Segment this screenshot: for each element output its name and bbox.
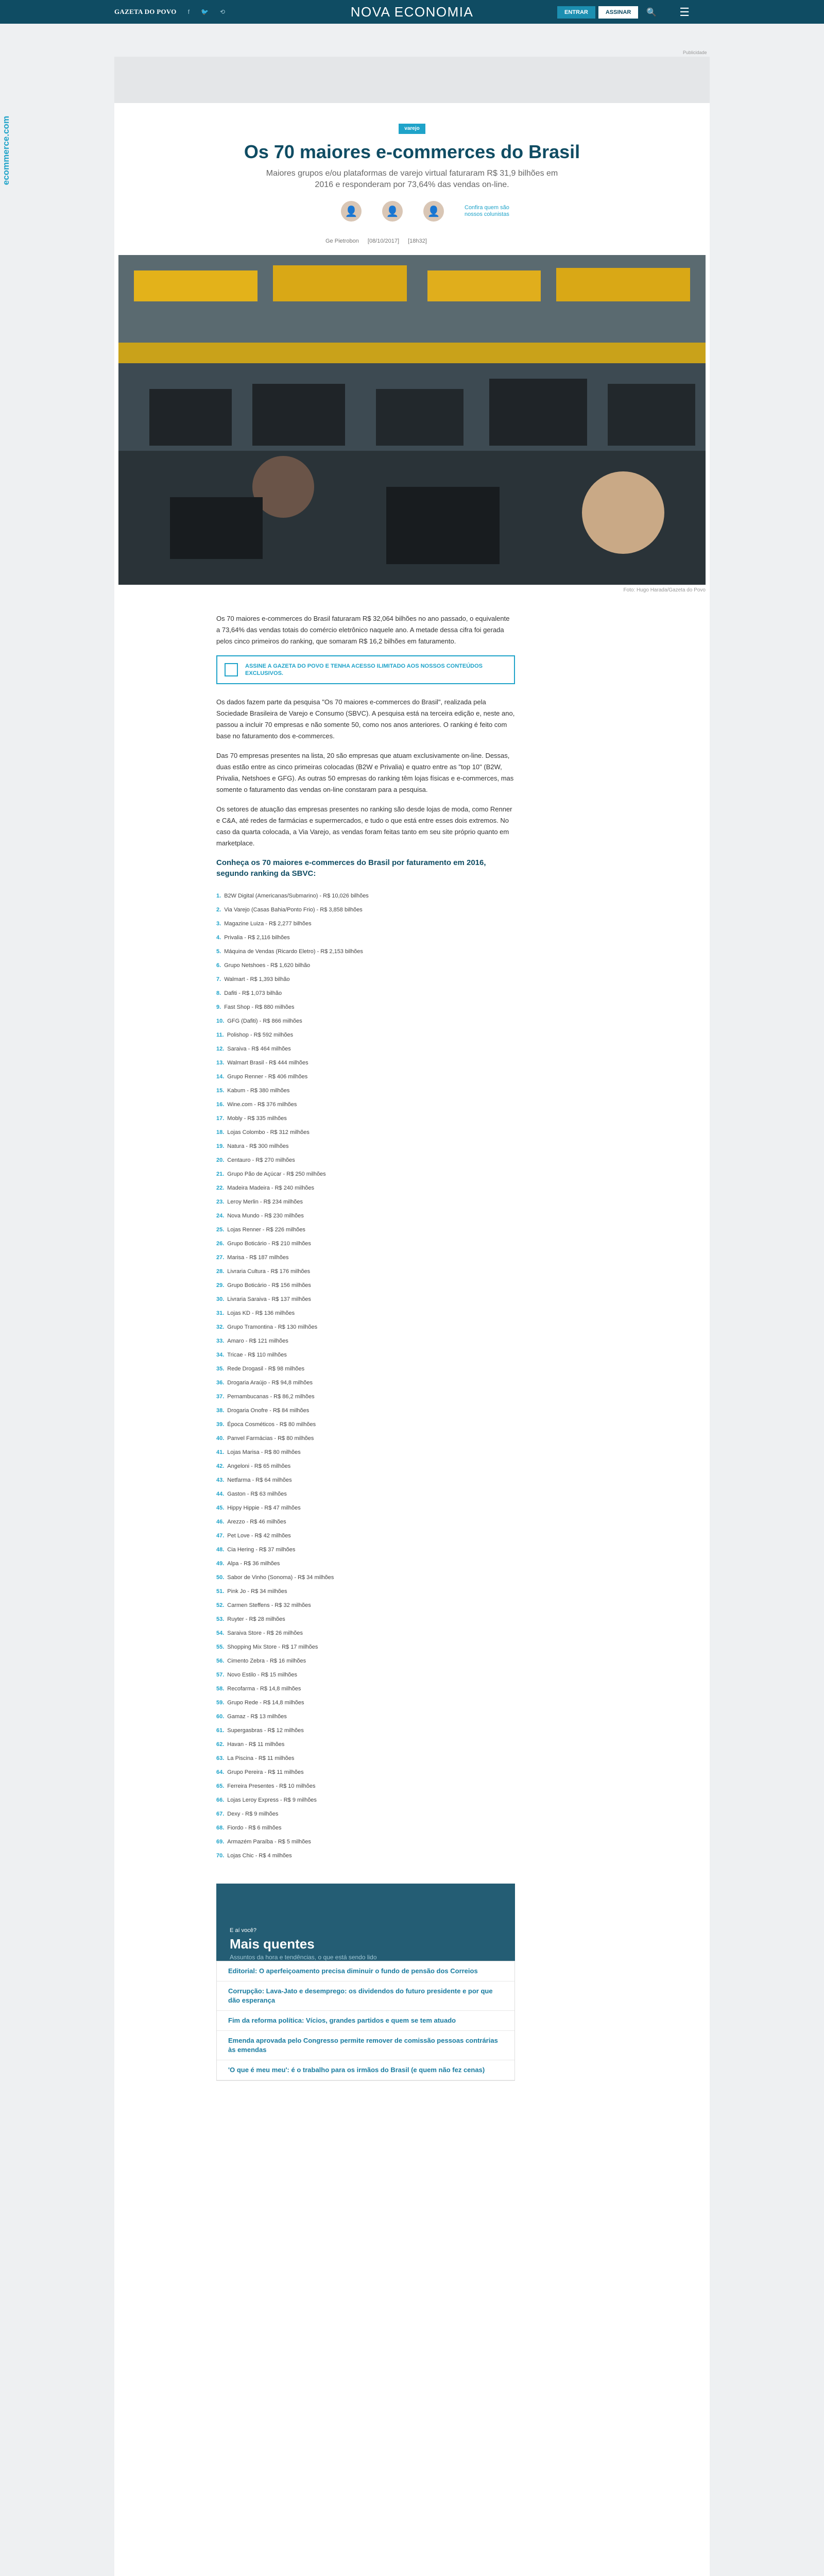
rank-text: Pet Love - R$ 42 milhões <box>227 1533 291 1539</box>
ranking-item <box>216 1738 515 1752</box>
rank-text: Wine.com - R$ 376 milhões <box>227 1101 297 1108</box>
rank-text: Havan - R$ 11 milhões <box>227 1741 285 1748</box>
rank-number: 65. <box>216 1783 225 1789</box>
rank-number: 30. <box>216 1296 225 1302</box>
rank-text: Cimento Zebra - R$ 16 milhões <box>227 1658 306 1664</box>
rank-number: 7. <box>216 976 221 982</box>
ranking-item <box>216 1585 515 1599</box>
ranking-item <box>216 1640 515 1654</box>
rank-text: Armazém Paraíba - R$ 5 milhões <box>227 1839 311 1845</box>
rank-text: Lojas Colombo - R$ 312 milhões <box>227 1129 310 1136</box>
photo-caption: Foto: Hugo Harada/Gazeta do Povo <box>623 587 706 593</box>
share-icon[interactable]: ⟲ <box>220 8 226 15</box>
rank-text: Tricae - R$ 110 milhões <box>227 1352 287 1358</box>
ranking-item <box>216 1140 515 1154</box>
hot-subtitle: Assuntos da hora e tendências, o que está sendo lido <box>230 1954 377 1961</box>
ranking-item <box>216 1348 515 1362</box>
rank-number: 42. <box>216 1463 225 1469</box>
article-title: Os 70 maiores e-commerces do Brasil <box>244 141 580 162</box>
rank-text: Drogaria Araújo - R$ 94,8 milhões <box>227 1380 313 1386</box>
rank-number: 63. <box>216 1755 225 1761</box>
ranking-item <box>216 945 515 959</box>
rank-number: 38. <box>216 1408 225 1414</box>
rank-number: 25. <box>216 1227 225 1233</box>
ranking-item <box>216 1654 515 1668</box>
authors-row <box>341 201 511 222</box>
ranking-item <box>216 1849 515 1863</box>
ranking-heading: Conheça os 70 maiores e-commerces do Brasil por faturamento em 2016, segundo ranking da SBVC: <box>216 858 486 878</box>
rank-text: Grupo Pão de Açúcar - R$ 250 milhões <box>227 1171 326 1177</box>
ranking-item <box>216 1710 515 1724</box>
rank-number: 36. <box>216 1380 225 1386</box>
subscribe-button[interactable]: ASSINAR <box>598 6 639 19</box>
newspaper-icon <box>225 663 238 676</box>
rank-number: 34. <box>216 1352 225 1358</box>
rank-number: 53. <box>216 1616 225 1622</box>
ad-label: Publicidade <box>683 50 707 55</box>
ranking-item <box>216 1780 515 1793</box>
rank-number: 24. <box>216 1213 225 1219</box>
rank-number: 19. <box>216 1143 225 1149</box>
ranking-item <box>216 1404 515 1418</box>
rank-number: 47. <box>216 1533 225 1539</box>
rank-text: Dafiti - R$ 1,073 bilhão <box>224 990 282 996</box>
ranking-item <box>216 1154 515 1167</box>
rank-text: Supergasbras - R$ 12 milhões <box>227 1727 304 1734</box>
ranking-item <box>216 1307 515 1320</box>
rank-text: Shopping Mix Store - R$ 17 milhões <box>227 1644 318 1650</box>
paragraph-1: Os 70 maiores e-commerces do Brasil faturaram R$ 32,064 bilhões no ano passado, o equivalente a 73,64% das vendas totais do comércio eletrônico naquele ano. A metade dessa cifra foi gerada pelos cinco primeiros do ranking, que somaram R$ 16,2 bilhões em faturamento. <box>216 615 510 645</box>
rank-number: 35. <box>216 1366 225 1372</box>
ranking-item <box>216 1460 515 1473</box>
rank-number: 39. <box>216 1421 225 1428</box>
ranking-item <box>216 1487 515 1501</box>
ranking-item <box>216 1599 515 1613</box>
rank-text: Grupo Renner - R$ 406 milhões <box>227 1074 308 1080</box>
rank-number: 16. <box>216 1101 225 1108</box>
byline <box>325 238 434 244</box>
rank-number: 56. <box>216 1658 225 1664</box>
rank-text: Livraria Saraiva - R$ 137 milhões <box>227 1296 311 1302</box>
byline-author[interactable]: Ge Pietrobon <box>325 238 359 244</box>
rank-text: Grupo Boticário - R$ 210 milhões <box>227 1241 311 1247</box>
ranking-item <box>216 1682 515 1696</box>
ranking-item <box>216 973 515 987</box>
top-ad-banner[interactable] <box>114 57 710 103</box>
ranking-item <box>216 1293 515 1307</box>
login-button[interactable]: ENTRAR <box>557 6 595 19</box>
ranking-item <box>216 1098 515 1112</box>
side-brand-label[interactable]: ecommerce.com <box>1 116 11 185</box>
rank-text: Netfarma - R$ 64 milhões <box>227 1477 292 1483</box>
hot-topics-banner[interactable] <box>216 1884 515 1961</box>
rank-text: Privalia - R$ 2,116 bilhões <box>224 935 290 941</box>
rank-number: 60. <box>216 1714 225 1720</box>
ranking-item <box>216 1362 515 1376</box>
hot-topic-item[interactable]: 'O que é meu meu': é o trabalho para os irmãos do Brasil (e quem não fez cenas) <box>217 2060 514 2080</box>
rank-text: Drogaria Onofre - R$ 84 milhões <box>227 1408 310 1414</box>
byline-time: [18h32] <box>408 238 427 244</box>
rank-number: 20. <box>216 1157 225 1163</box>
ranking-item <box>216 1696 515 1710</box>
rank-text: Amaro - R$ 121 milhões <box>227 1338 288 1344</box>
rank-number: 62. <box>216 1741 225 1748</box>
hot-title: Mais quentes <box>230 1936 315 1952</box>
rank-number: 40. <box>216 1435 225 1442</box>
rank-number: 12. <box>216 1046 225 1052</box>
rank-number: 64. <box>216 1769 225 1775</box>
rank-text: Grupo Netshoes - R$ 1,620 bilhão <box>224 962 311 969</box>
rank-text: Máquina de Vendas (Ricardo Eletro) - R$ 2,153 bilhões <box>224 948 363 955</box>
subscribe-promo[interactable] <box>216 655 515 684</box>
ranking-item <box>216 1501 515 1515</box>
ranking-item <box>216 1807 515 1821</box>
rank-number: 13. <box>216 1060 225 1066</box>
ranking-item <box>216 987 515 1001</box>
ranking-item <box>216 1014 515 1028</box>
rank-number: 2. <box>216 907 221 913</box>
rank-text: Pink Jo - R$ 34 milhões <box>227 1588 287 1595</box>
hot-topic-item[interactable]: Editorial: O aperfeiçoamento precisa diminuir o fundo de pensão dos Correios <box>217 1961 514 1981</box>
rank-number: 9. <box>216 1004 221 1010</box>
paragraph-2: Os dados fazem parte da pesquisa "Os 70 maiores e-commerces do Brasil", realizada pela Sociedade Brasileira de Varejo e Consumo (SBVC). A pesquisa está na terceira edição e, neste ano, passou a incluir 70 empresas e não somente 50, como nos anos anteriores. O ranking é feito com base no faturamento dos e-commerces. <box>216 698 515 740</box>
hot-topic-item[interactable]: Emenda aprovada pelo Congresso permite remover de comissão pessoas contrárias às emendas <box>217 2031 514 2060</box>
section-title[interactable]: NOVA ECONOMIA <box>350 4 474 20</box>
rank-text: Sabor de Vinho (Sonoma) - R$ 34 milhões <box>227 1574 334 1581</box>
ranking-item <box>216 1613 515 1626</box>
rank-number: 23. <box>216 1199 225 1205</box>
rank-number: 48. <box>216 1547 225 1553</box>
ranking-item <box>216 1793 515 1807</box>
author-avatar-3[interactable]: 👤 <box>423 201 444 222</box>
rank-text: Alpa - R$ 36 milhões <box>227 1561 280 1567</box>
rank-number: 14. <box>216 1074 225 1080</box>
rank-number: 5. <box>216 948 221 955</box>
rank-text: Dexy - R$ 9 milhões <box>227 1811 279 1817</box>
rank-text: Magazine Luiza - R$ 2,277 bilhões <box>224 921 312 927</box>
rank-number: 28. <box>216 1268 225 1275</box>
rank-text: Centauro - R$ 270 milhões <box>227 1157 295 1163</box>
ranking-item <box>216 903 515 917</box>
rank-number: 44. <box>216 1491 225 1497</box>
rank-text: Fiordo - R$ 6 milhões <box>227 1825 282 1831</box>
hot-topic-item[interactable]: Fim da reforma política: Vícios, grandes partidos e quem se tem atuado <box>217 2011 514 2031</box>
rank-text: Marisa - R$ 187 milhões <box>227 1255 289 1261</box>
rank-number: 10. <box>216 1018 225 1024</box>
rank-number: 45. <box>216 1505 225 1511</box>
rank-number: 51. <box>216 1588 225 1595</box>
ranking-item <box>216 1626 515 1640</box>
site-logo[interactable]: GAZETA DO POVO <box>114 8 177 15</box>
ranking-item <box>216 1557 515 1571</box>
hot-eyebrow: E aí você? <box>230 1927 256 1934</box>
ranking-item <box>216 1473 515 1487</box>
rank-text: Ferreira Presentes - R$ 10 milhões <box>227 1783 316 1789</box>
office-photo-illustration <box>118 255 706 585</box>
rank-text: Kabum - R$ 380 milhões <box>227 1088 290 1094</box>
rank-number: 3. <box>216 921 221 927</box>
rank-number: 1. <box>216 893 221 899</box>
rank-text: Walmart Brasil - R$ 444 milhões <box>227 1060 308 1066</box>
rank-number: 21. <box>216 1171 225 1177</box>
rank-number: 6. <box>216 962 221 969</box>
ranking-item <box>216 1279 515 1293</box>
rank-text: Novo Estilo - R$ 15 milhões <box>227 1672 298 1678</box>
ranking-item <box>216 1821 515 1835</box>
rank-text: Carmen Steffens - R$ 32 milhões <box>227 1602 311 1608</box>
ranking-item <box>216 1042 515 1056</box>
rank-number: 33. <box>216 1338 225 1344</box>
top-navigation-bar <box>0 0 824 24</box>
rank-text: Nova Mundo - R$ 230 milhões <box>227 1213 304 1219</box>
ranking-item <box>216 1835 515 1849</box>
rank-text: Lojas Marisa - R$ 80 milhões <box>227 1449 301 1455</box>
rank-text: Gaston - R$ 63 milhões <box>227 1491 287 1497</box>
ranking-item <box>216 1334 515 1348</box>
rank-number: 26. <box>216 1241 225 1247</box>
category-badge[interactable]: varejo <box>399 124 425 134</box>
ranking-item <box>216 1112 515 1126</box>
ranking-item <box>216 1320 515 1334</box>
search-icon[interactable]: 🔍 <box>646 8 657 17</box>
rank-text: Saraiva Store - R$ 26 milhões <box>227 1630 303 1636</box>
ranking-item <box>216 1209 515 1223</box>
rank-text: Recofarma - R$ 14,8 milhões <box>227 1686 301 1692</box>
ranking-item <box>216 1376 515 1390</box>
rank-number: 52. <box>216 1602 225 1608</box>
ranking-item <box>216 1195 515 1209</box>
ranking-item <box>216 959 515 973</box>
ranking-item <box>216 1766 515 1780</box>
rank-number: 67. <box>216 1811 225 1817</box>
rank-number: 27. <box>216 1255 225 1261</box>
ranking-item <box>216 1432 515 1446</box>
rank-number: 8. <box>216 990 221 996</box>
rank-text: Grupo Rede - R$ 14,8 milhões <box>227 1700 304 1706</box>
hot-topics-list <box>216 1961 515 2081</box>
ranking-item <box>216 1543 515 1557</box>
article-photo <box>118 255 706 585</box>
rank-number: 55. <box>216 1644 225 1650</box>
rank-text: Hippy Hippie - R$ 47 milhões <box>227 1505 301 1511</box>
ranking-item <box>216 1251 515 1265</box>
ranking-list <box>216 889 515 1863</box>
ranking-item <box>216 1265 515 1279</box>
rank-text: Fast Shop - R$ 880 milhões <box>224 1004 295 1010</box>
ranking-item <box>216 1181 515 1195</box>
ranking-item <box>216 1001 515 1014</box>
rank-text: Saraiva - R$ 464 milhões <box>227 1046 291 1052</box>
promo-text[interactable]: ASSINE A GAZETA DO POVO E TENHA ACESSO ILIMITADO AOS NOSSOS CONTEÚDOS EXCLUSIVOS. <box>245 663 483 676</box>
ranking-item <box>216 917 515 931</box>
paragraph-3: Das 70 empresas presentes na lista, 20 são empresas que atuam exclusivamente on-line. Dessas, duas estão entre as cinco primeiras colocadas (B2W e Privalia) e quatro entre as "top 10" (B2W, Privalia, Netshoes e GFG). As outras 50 empresas do ranking têm lojas físicas e e-commerces, mas somente o faturamento das vendas on-line constaram para a pesquisa. <box>216 752 514 793</box>
rank-number: 11. <box>216 1032 224 1038</box>
rank-number: 50. <box>216 1574 225 1581</box>
rank-text: Época Cosméticos - R$ 80 milhões <box>227 1421 316 1428</box>
ranking-item <box>216 889 515 903</box>
ranking-item <box>216 931 515 945</box>
author-avatar-1[interactable]: 👤 <box>341 201 362 222</box>
rank-number: 18. <box>216 1129 225 1136</box>
ranking-item <box>216 1529 515 1543</box>
rank-text: Angeloni - R$ 65 milhões <box>227 1463 291 1469</box>
rank-text: Leroy Merlin - R$ 234 milhões <box>227 1199 303 1205</box>
rank-number: 68. <box>216 1825 225 1831</box>
rank-text: Ruyter - R$ 28 milhões <box>227 1616 285 1622</box>
rank-text: GFG (Dafiti) - R$ 866 milhões <box>227 1018 302 1024</box>
rank-text: Madeira Madeira - R$ 240 milhões <box>227 1185 315 1191</box>
ranking-item <box>216 1126 515 1140</box>
rank-text: Livraria Cultura - R$ 176 milhões <box>227 1268 311 1275</box>
rank-text: Walmart - R$ 1,393 bilhão <box>224 976 290 982</box>
rank-text: Gamaz - R$ 13 milhões <box>227 1714 287 1720</box>
rank-number: 32. <box>216 1324 225 1330</box>
ranking-item <box>216 1028 515 1042</box>
ranking-item <box>216 1418 515 1432</box>
facebook-icon[interactable]: f <box>187 8 190 15</box>
ranking-item <box>216 1724 515 1738</box>
rank-text: Mobly - R$ 335 milhões <box>227 1115 287 1122</box>
rank-text: Panvel Farmácias - R$ 80 milhões <box>227 1435 314 1442</box>
rank-text: Lojas KD - R$ 136 milhões <box>227 1310 295 1316</box>
rank-text: Natura - R$ 300 milhões <box>227 1143 289 1149</box>
article-card <box>114 103 710 2576</box>
ranking-item <box>216 1056 515 1070</box>
rank-number: 22. <box>216 1185 225 1191</box>
ranking-item <box>216 1668 515 1682</box>
ranking-item <box>216 1515 515 1529</box>
byline-date: [08/10/2017] <box>367 238 400 244</box>
article-subtitle: Maiores grupos e/ou plataformas de varejo virtual faturaram R$ 31,9 bilhões em 2016 e responderam por 73,64% das vendas on-line. <box>266 169 558 189</box>
rank-number: 43. <box>216 1477 225 1483</box>
rank-text: La Piscina - R$ 11 milhões <box>227 1755 295 1761</box>
article-body <box>216 613 515 2081</box>
author-avatar-2[interactable]: 👤 <box>382 201 403 222</box>
rank-number: 15. <box>216 1088 225 1094</box>
ranking-item <box>216 1223 515 1237</box>
rank-text: Lojas Leroy Express - R$ 9 milhões <box>227 1797 317 1803</box>
ranking-item <box>216 1084 515 1098</box>
ranking-item <box>216 1390 515 1404</box>
rank-text: Cia Hering - R$ 37 milhões <box>227 1547 296 1553</box>
rank-number: 58. <box>216 1686 225 1692</box>
authors-link[interactable]: Confira quem são nossos colunistas <box>465 205 509 217</box>
rank-number: 41. <box>216 1449 225 1455</box>
ranking-item <box>216 1752 515 1766</box>
rank-number: 31. <box>216 1310 225 1316</box>
rank-number: 59. <box>216 1700 225 1706</box>
rank-number: 29. <box>216 1282 225 1289</box>
rank-text: Grupo Tramontina - R$ 130 milhões <box>227 1324 318 1330</box>
rank-number: 61. <box>216 1727 225 1734</box>
rank-number: 37. <box>216 1394 225 1400</box>
ranking-item <box>216 1167 515 1181</box>
ranking-item <box>216 1070 515 1084</box>
rank-text: Arezzo - R$ 46 milhões <box>227 1519 286 1525</box>
rank-text: Via Varejo (Casas Bahia/Ponto Frio) - R$ 3,858 bilhões <box>224 907 363 913</box>
rank-text: Grupo Boticário - R$ 156 milhões <box>227 1282 311 1289</box>
rank-number: 69. <box>216 1839 225 1845</box>
menu-icon[interactable]: ☰ <box>679 6 690 19</box>
rank-number: 66. <box>216 1797 225 1803</box>
rank-text: Pernambucanas - R$ 86,2 milhões <box>227 1394 315 1400</box>
hot-topics-box <box>216 1884 515 2081</box>
rank-text: Grupo Pereira - R$ 11 milhões <box>227 1769 304 1775</box>
rank-number: 4. <box>216 935 221 941</box>
rank-number: 57. <box>216 1672 225 1678</box>
paragraph-4: Os setores de atuação das empresas presentes no ranking são desde lojas de moda, como Renner e C&A, até redes de farmácias e supermercados, e tudo o que está entre esses dois extremos. No caso da quarta colocada, a Via Varejo, as vendas foram feitas tanto em seu site próprio quanto em marketplace. <box>216 805 512 847</box>
rank-text: Polishop - R$ 592 milhões <box>227 1032 294 1038</box>
twitter-icon[interactable]: 🐦 <box>201 8 209 15</box>
ranking-item <box>216 1446 515 1460</box>
rank-text: Rede Drogasil - R$ 98 milhões <box>227 1366 305 1372</box>
rank-text: Lojas Chic - R$ 4 milhões <box>227 1853 292 1859</box>
rank-number: 70. <box>216 1853 225 1859</box>
rank-number: 46. <box>216 1519 225 1525</box>
rank-text: B2W Digital (Americanas/Submarino) - R$ 10,026 bilhões <box>224 893 369 899</box>
rank-number: 17. <box>216 1115 225 1122</box>
ranking-item <box>216 1237 515 1251</box>
hot-topic-item[interactable]: Corrupção: Lava-Jato e desemprego: os dividendos do futuro presidente e por que dão esperança <box>217 1981 514 2011</box>
rank-text: Lojas Renner - R$ 226 milhões <box>227 1227 305 1233</box>
ranking-item <box>216 1571 515 1585</box>
rank-number: 54. <box>216 1630 225 1636</box>
rank-number: 49. <box>216 1561 225 1567</box>
